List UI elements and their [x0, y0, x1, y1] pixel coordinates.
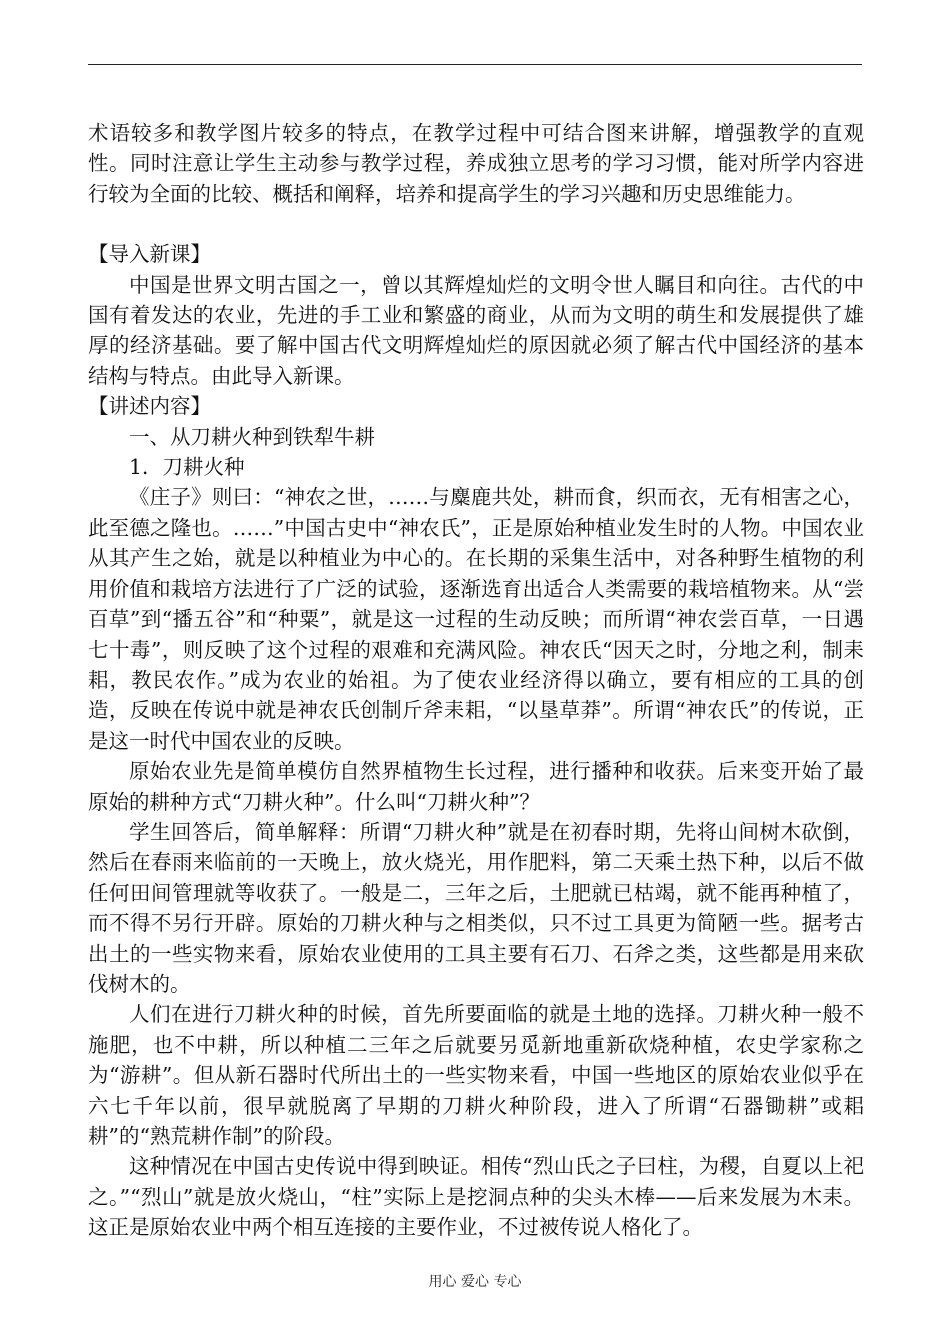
paragraph-gap [88, 209, 864, 239]
section-content-heading: 【讲述内容】 [88, 394, 211, 419]
section-intro-body: 中国是世界文明古国之一，曾以其辉煌灿烂的文明令世人瞩目和向往。古代的中国有着发达的农业，先进的手工业和繁盛的商业，从而为文明的萌生和发展提供了雄厚的经济基础。要了解中国古代文明辉煌灿烂的原因就必须了解古代中国经济的基本结构与特点。由此导入新课。 [88, 272, 864, 388]
body-paragraph: 学生回答后，简单解释：所谓“刀耕火种”就是在初春时期，先将山间树木砍倒，然后在春雨来临前的一天晚上，放火烧光，用作肥料，第二天乘土热下种，以后不做任何田间管理就等收获了。一般是二，三年之后，土肥就已枯竭，就不能再种植了，而不得不另行开辟。原始的刀耕火种与之相类似，只不过工具更为简陋一些。据考古出土的一些实物来看，原始农业使用的工具主要有石刀、石斧之类，这些都是用来砍伐树木的。 [88, 819, 864, 996]
subheading-1-1: 1．刀耕火种 [129, 455, 245, 480]
page-footer: 用心 爱心 专心 [428, 1274, 522, 1290]
body-paragraph: 这种情况在中国古史传说中得到映证。相传“烈山氏之子曰柱，为稷，自夏以上祀之。”“烈山”就是放火烧山，“柱”实际上是挖洞点种的尖头木棒——后来发展为木耒。这正是原始农业中两个相互连接的主要作业，不过被传说人格化了。 [88, 1154, 864, 1240]
header-rule [88, 64, 862, 65]
body-paragraph: 《庄子》则曰：“神农之世，……与麋鹿共处，耕而食，织而衣，无有相害之心，此至德之隆也。……”中国古史中“神农氏”，正是原始种植业发生时的人物。中国农业从其产生之始，就是以种植业为中心的。在长期的采集生活中，对各种野生植物的利用价值和栽培方法进行了广泛的试验，逐渐选育出适合人类需要的栽培植物来。从“尝百草”到“播五谷”和“种粟”，就是这一过程的生动反映；而所谓“神农尝百草，一日遇七十毒”，则反映了这个过程的艰难和充满风险。神农氏“因天之时，分地之利，制耒耜，教民农作。”成为农业的始祖。为了使农业经济得以确立，要有相应的工具的创造，反映在传说中就是神农氏创制斤斧耒耜，“以垦草莽”。所谓“神农氏”的传说，正是这一时代中国农业的反映。 [88, 485, 864, 753]
body-paragraph: 原始农业先是简单模仿自然界植物生长过程，进行播种和收获。后来变开始了最原始的耕种方式“刀耕火种”。什么叫“刀耕火种”？ [88, 759, 864, 814]
intro-paragraph: 术语较多和教学图片较多的特点，在教学过程中可结合图来讲解，增强教学的直观性。同时注意让学生主动参与教学过程，养成独立思考的学习习惯，能对所学内容进行较为全面的比较、概括和阐释，培养和提高学生的学习兴趣和历史思维能力。 [88, 121, 864, 206]
subheading-1: 一、从刀耕火种到铁犁牛耕 [129, 424, 375, 449]
body-paragraph: 人们在进行刀耕火种的时候，首先所要面临的就是土地的选择。刀耕火种一般不施肥，也不中耕，所以种植二三年之后就要另觅新地重新砍烧种植，农史学家称之为“游耕”。但从新石器时代所出土的一些实物来看，中国一些地区的原始农业似乎在六七千年以前，很早就脱离了早期的刀耕火种阶段，进入了所谓“石器锄耕”或耜耕”的“熟荒耕作制”的阶段。 [88, 1002, 864, 1148]
section-intro-heading: 【导入新课】 [88, 242, 211, 267]
document-body [88, 118, 864, 1243]
